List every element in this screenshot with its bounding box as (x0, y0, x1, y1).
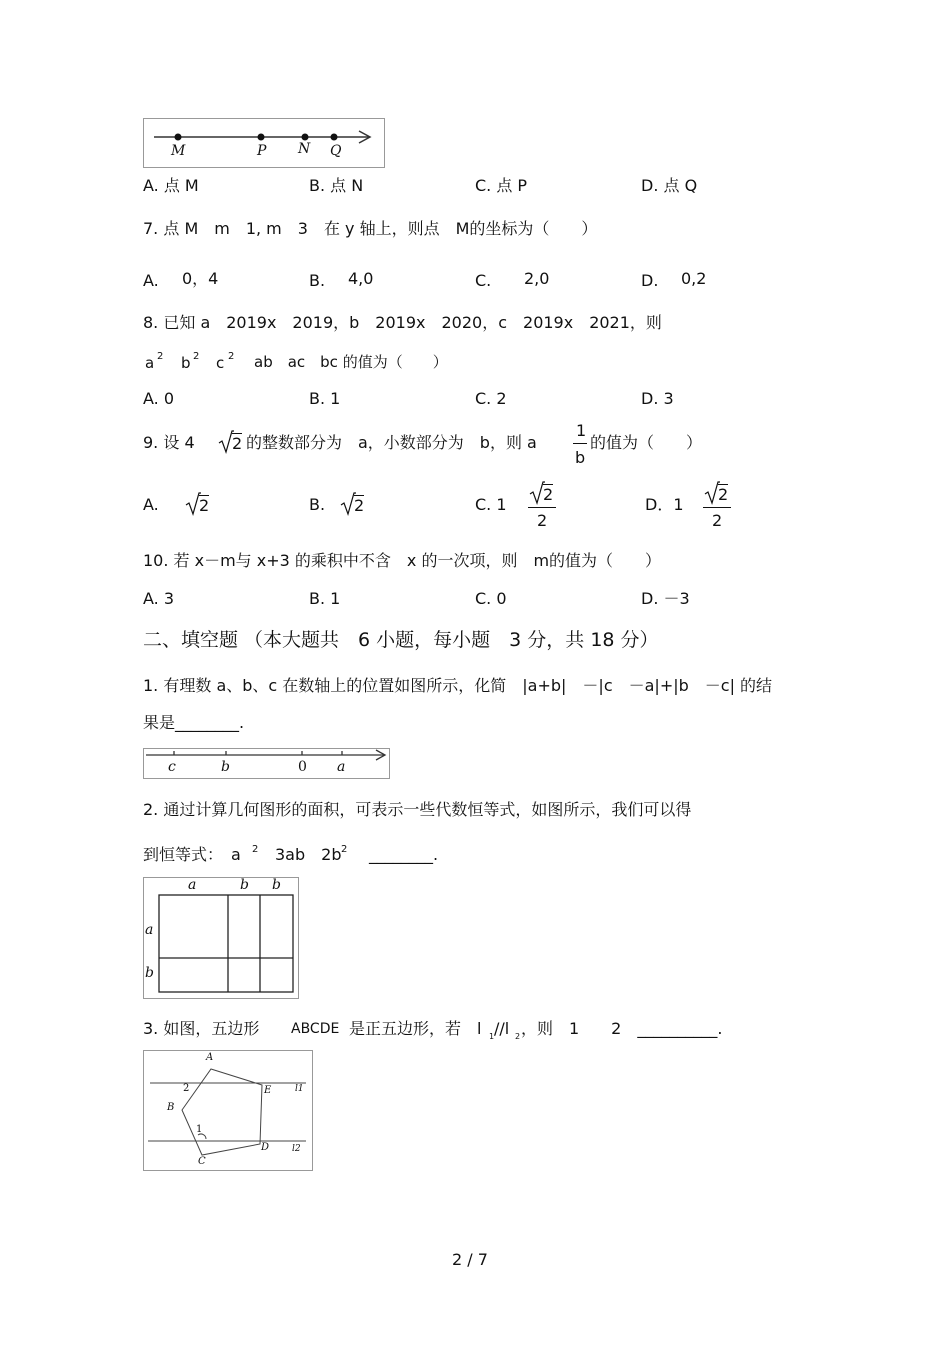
q8-option-b: B. 1 (309, 389, 341, 408)
q6-option-c: C. 点 P (475, 176, 528, 195)
f1-line1: 1. 有理数 a、b、c 在数轴上的位置如图所示，化简 |a+b| －|c －a|+|b －c| 的结 (143, 676, 773, 695)
label-top-b2: b (272, 877, 281, 893)
q8-sup-a: 2 (157, 351, 164, 362)
f3-stem-b: 是正五边形，若 l (349, 1019, 482, 1038)
label-vertex-a: A (206, 1052, 214, 1063)
q9-option-b-sqrt-arg: 2 (354, 496, 365, 515)
q9-frac-bar (573, 443, 587, 444)
f2-sup-b: 2 (341, 844, 348, 855)
f3-stem-d: ，则 1 2 __________. (521, 1019, 723, 1038)
q8-option-a: A. 0 (143, 389, 175, 408)
q9-option-c-den: 2 (537, 511, 548, 530)
label-top-a: a (188, 877, 197, 893)
q10-option-b: B. 1 (309, 589, 341, 608)
q8-b: b (181, 354, 191, 372)
q9-stem-c: 的值为（ ） (590, 433, 703, 452)
label-vertex-d: D (261, 1142, 270, 1153)
q9-stem-a: 9. 设 4 (143, 433, 195, 452)
q9-option-d-frac-bar (703, 507, 731, 508)
q8-c: c (216, 354, 225, 372)
f2-sup-a: 2 (252, 844, 259, 855)
f2-line2-c: ________. (369, 845, 439, 864)
area-rectangle-svg (144, 878, 298, 998)
f3-sub2: 2 (515, 1032, 521, 1041)
f3-sub1: 1 (489, 1032, 495, 1041)
label-top-b1: b (240, 877, 249, 893)
q10-option-c: C. 0 (475, 589, 507, 608)
f2-line2-b: 3ab 2b (275, 845, 342, 864)
f3-abcde: ABCDE (291, 1021, 340, 1037)
label-vertex-e: E (264, 1085, 272, 1096)
q9-stem-b: 的整数部分为 a，小数部分为 b，则 a (246, 433, 537, 452)
q9-option-d-sqrt-arg: 2 (718, 485, 729, 504)
q9-frac-den: b (575, 448, 586, 467)
label-vertex-b: B (167, 1102, 175, 1113)
q9-frac-num: 1 (576, 421, 587, 440)
q8-line2-rest: ab ac bc 的值为（ ） (254, 353, 448, 371)
q9-option-d-den: 2 (712, 511, 723, 530)
f3-stem-c: //l (494, 1019, 510, 1038)
q9-option-b-label: B. (309, 495, 326, 514)
q8-line1: 8. 已知 a 2019x 2019，b 2019x 2020，c 2019x 2021，则 (143, 313, 662, 332)
label-p: P (257, 143, 267, 159)
label-left-a: a (145, 922, 154, 938)
q8-sup-b: 2 (193, 351, 200, 362)
page-number: 2 / 7 (452, 1250, 488, 1269)
q7-option-b-value: 4,0 (348, 269, 374, 288)
section-heading-fill-in: 二、填空题 （本大题共 6 小题，每小题 3 分，共 18 分） (143, 629, 659, 651)
label-line-l1: l1 (295, 1084, 304, 1094)
label-n: N (298, 141, 311, 157)
q7-stem: 7. 点 M m 1, m 3 在 y 轴上，则点 M的坐标为（ ） (143, 219, 598, 238)
q7-option-a-value: 0，4 (182, 269, 219, 288)
label-a: a (337, 759, 346, 775)
q9-option-a-sqrt-arg: 2 (199, 496, 210, 515)
q7-option-c-label: C. (475, 271, 492, 290)
label-c: c (168, 759, 176, 775)
q8-option-d: D. 3 (641, 389, 674, 408)
q10-option-a: A. 3 (143, 589, 175, 608)
label-zero: 0 (298, 759, 307, 775)
label-vertex-c: C (198, 1156, 206, 1167)
q10-stem: 10. 若 x－m与 x+3 的乘积中不含 x 的一次项，则 m的值为（ ） (143, 551, 662, 570)
f2-line2-a: 到恒等式： a (143, 845, 241, 864)
label-angle-2: 2 (183, 1083, 190, 1094)
q7-option-d-label: D. (641, 271, 659, 290)
number-line-cb0a-svg (144, 749, 389, 778)
label-q: Q (330, 143, 342, 159)
f3-stem-a: 3. 如图，五边形 (143, 1019, 260, 1038)
number-line-figure-cb0a (143, 748, 390, 779)
label-left-b: b (145, 965, 154, 981)
pentagon-figure (143, 1050, 313, 1171)
label-m: M (171, 143, 186, 159)
q8-sup-c: 2 (228, 351, 235, 362)
q9-option-a-label: A. (143, 495, 159, 514)
q10-option-d: D. －3 (641, 589, 690, 608)
label-line-l2: l2 (292, 1144, 301, 1154)
q9-option-c-frac-bar (528, 507, 556, 508)
label-b: b (221, 759, 230, 775)
area-rectangle-figure (143, 877, 299, 999)
q7-option-c-value: 2,0 (524, 269, 550, 288)
q7-option-b-label: B. (309, 271, 326, 290)
q7-option-a-label: A. (143, 271, 159, 290)
q6-option-a: A. 点 M (143, 176, 199, 195)
q6-option-d: D. 点 Q (641, 176, 698, 195)
q9-option-d-label: D．1 (645, 495, 684, 514)
q9-sqrt-arg: 2 (232, 434, 243, 453)
f1-line2: 果是________. (143, 713, 245, 732)
number-line-figure-mpnq (143, 118, 385, 168)
f2-line1: 2. 通过计算几何图形的面积，可表示一些代数恒等式，如图所示，我们可以得 (143, 800, 692, 819)
label-angle-1: 1 (196, 1124, 203, 1135)
q9-option-c-label: C. 1 (475, 495, 507, 514)
q6-option-b: B. 点 N (309, 176, 364, 195)
q9-option-c-sqrt-arg: 2 (543, 485, 554, 504)
q7-option-d-value: 0,2 (681, 269, 707, 288)
q8-option-c: C. 2 (475, 389, 507, 408)
q8-a: a (145, 354, 155, 372)
